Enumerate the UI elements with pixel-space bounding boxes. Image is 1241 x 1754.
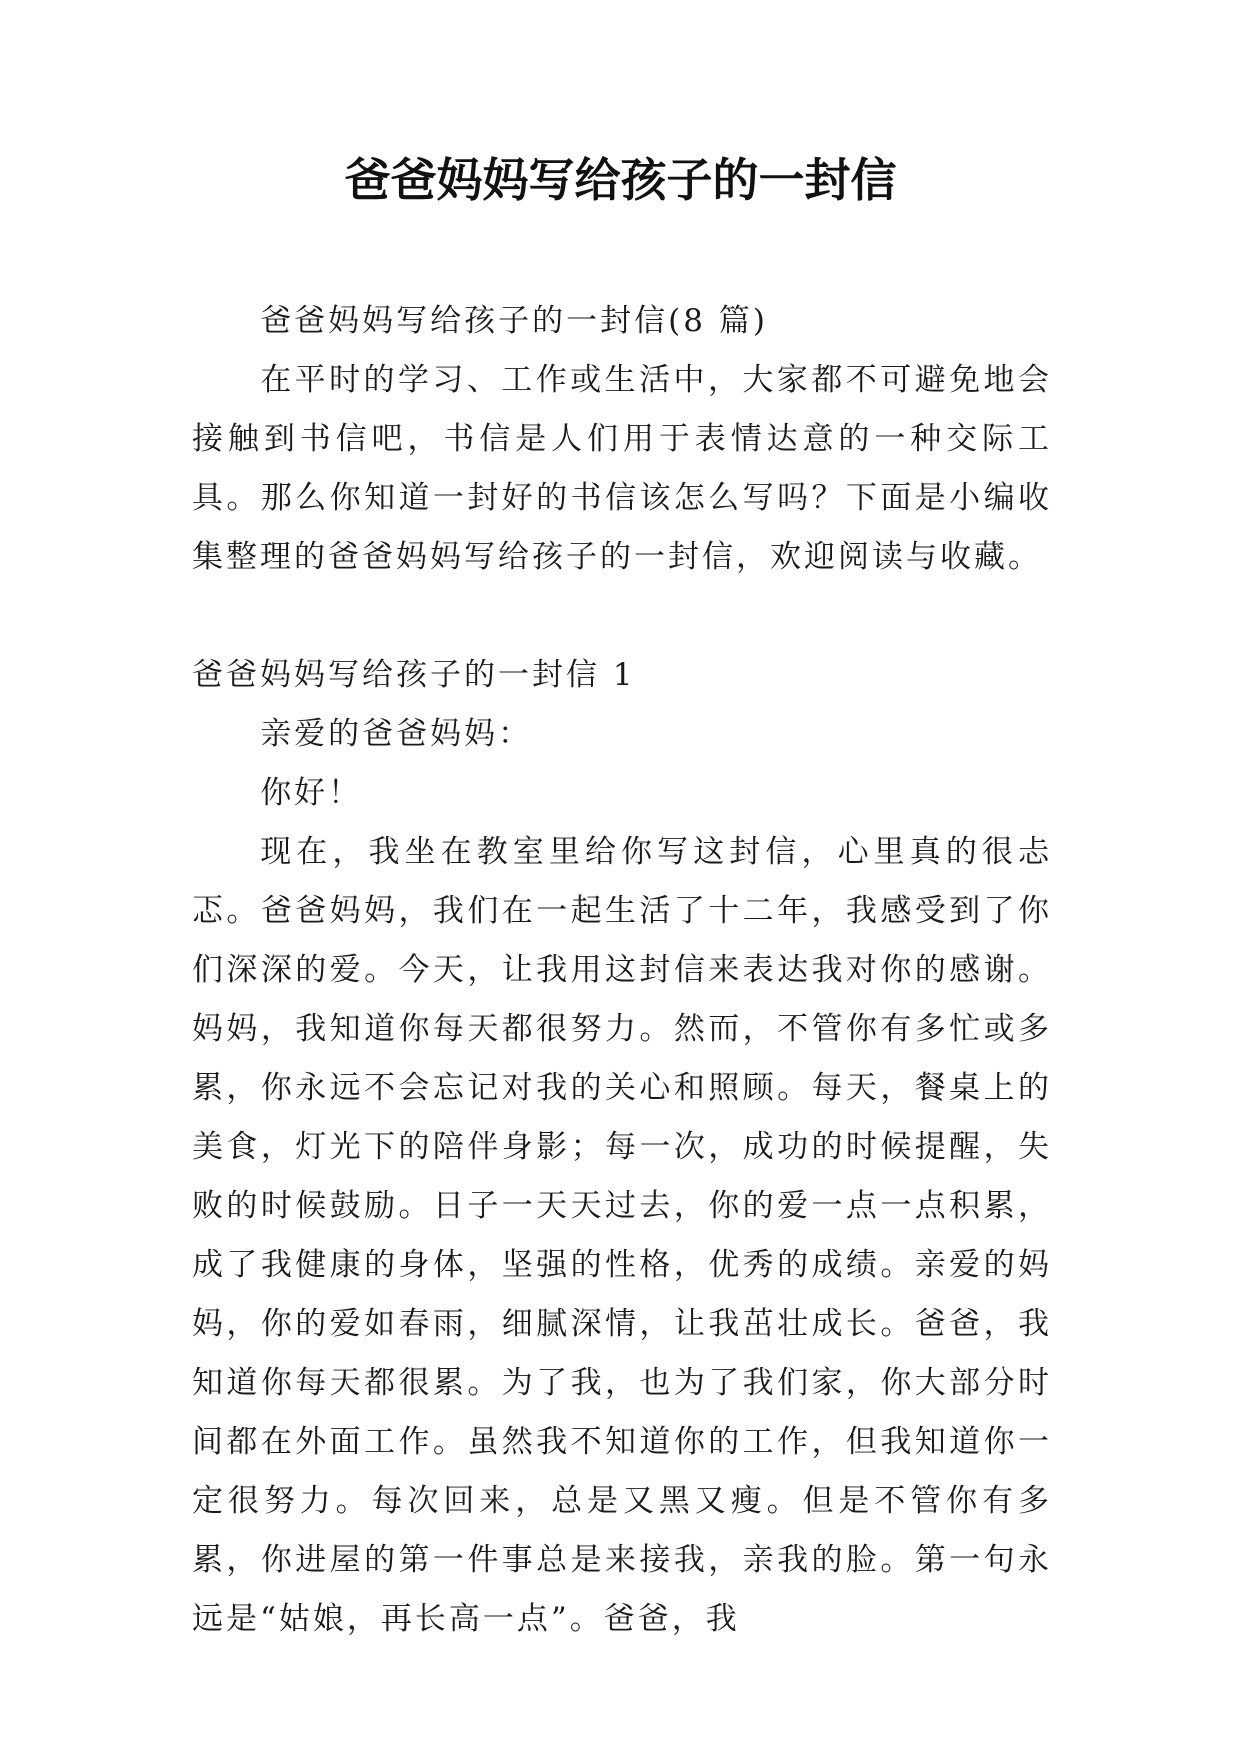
letter-greeting: 你好！ <box>260 775 363 811</box>
intro-paragraph: 在平时的学习、工作或生活中，大家都不可避免地会接触到书信吧，书信是人们用于表情达意的一种交际工具。那么你知道一封好的书信该怎么写吗？下面是小编收集整理的爸爸妈妈写给孩子的一封信，欢迎阅读与收藏。 <box>192 362 1052 575</box>
document-body <box>192 292 1052 1649</box>
letter-salutation: 亲爱的爸爸妈妈： <box>260 716 533 752</box>
document-title: 爸爸妈妈写给孩子的一封信 <box>344 153 897 207</box>
document-subtitle: 爸爸妈妈写给孩子的一封信(8 篇) <box>260 303 768 339</box>
letter-body-paragraph: 现在，我坐在教室里给你写这封信，心里真的很忐忑。爸爸妈妈，我们在一起生活了十二年，我感受到了你们深深的爱。今天，让我用这封信来表达我对你的感谢。妈妈，我知道你每天都很努力。然而，不管你有多忙或多累，你永远不会忘记对我的关心和照顾。每天，餐桌上的美食，灯光下的陪伴身影；每一次，成功的时候提醒，失败的时候鼓励。日子一天天过去，你的爱一点一点积累，成了我健康的身体，坚强的性格，优秀的成绩。亲爱的妈妈，你的爱如春雨，细腻深情，让我茁壮成长。爸爸，我知道你每天都很累。为了我，也为了我们家，你大部分时间都在外面工作。虽然我不知道你的工作，但我知道你一定很努力。每次回来，总是又黑又瘦。但是不管你有多累，你进屋的第一件事总是来接我，亲我的脸。第一句永远是“姑娘，再长高一点”。爸爸，我 <box>192 834 1052 1637</box>
section-heading: 爸爸妈妈写给孩子的一封信 1 <box>192 657 636 693</box>
